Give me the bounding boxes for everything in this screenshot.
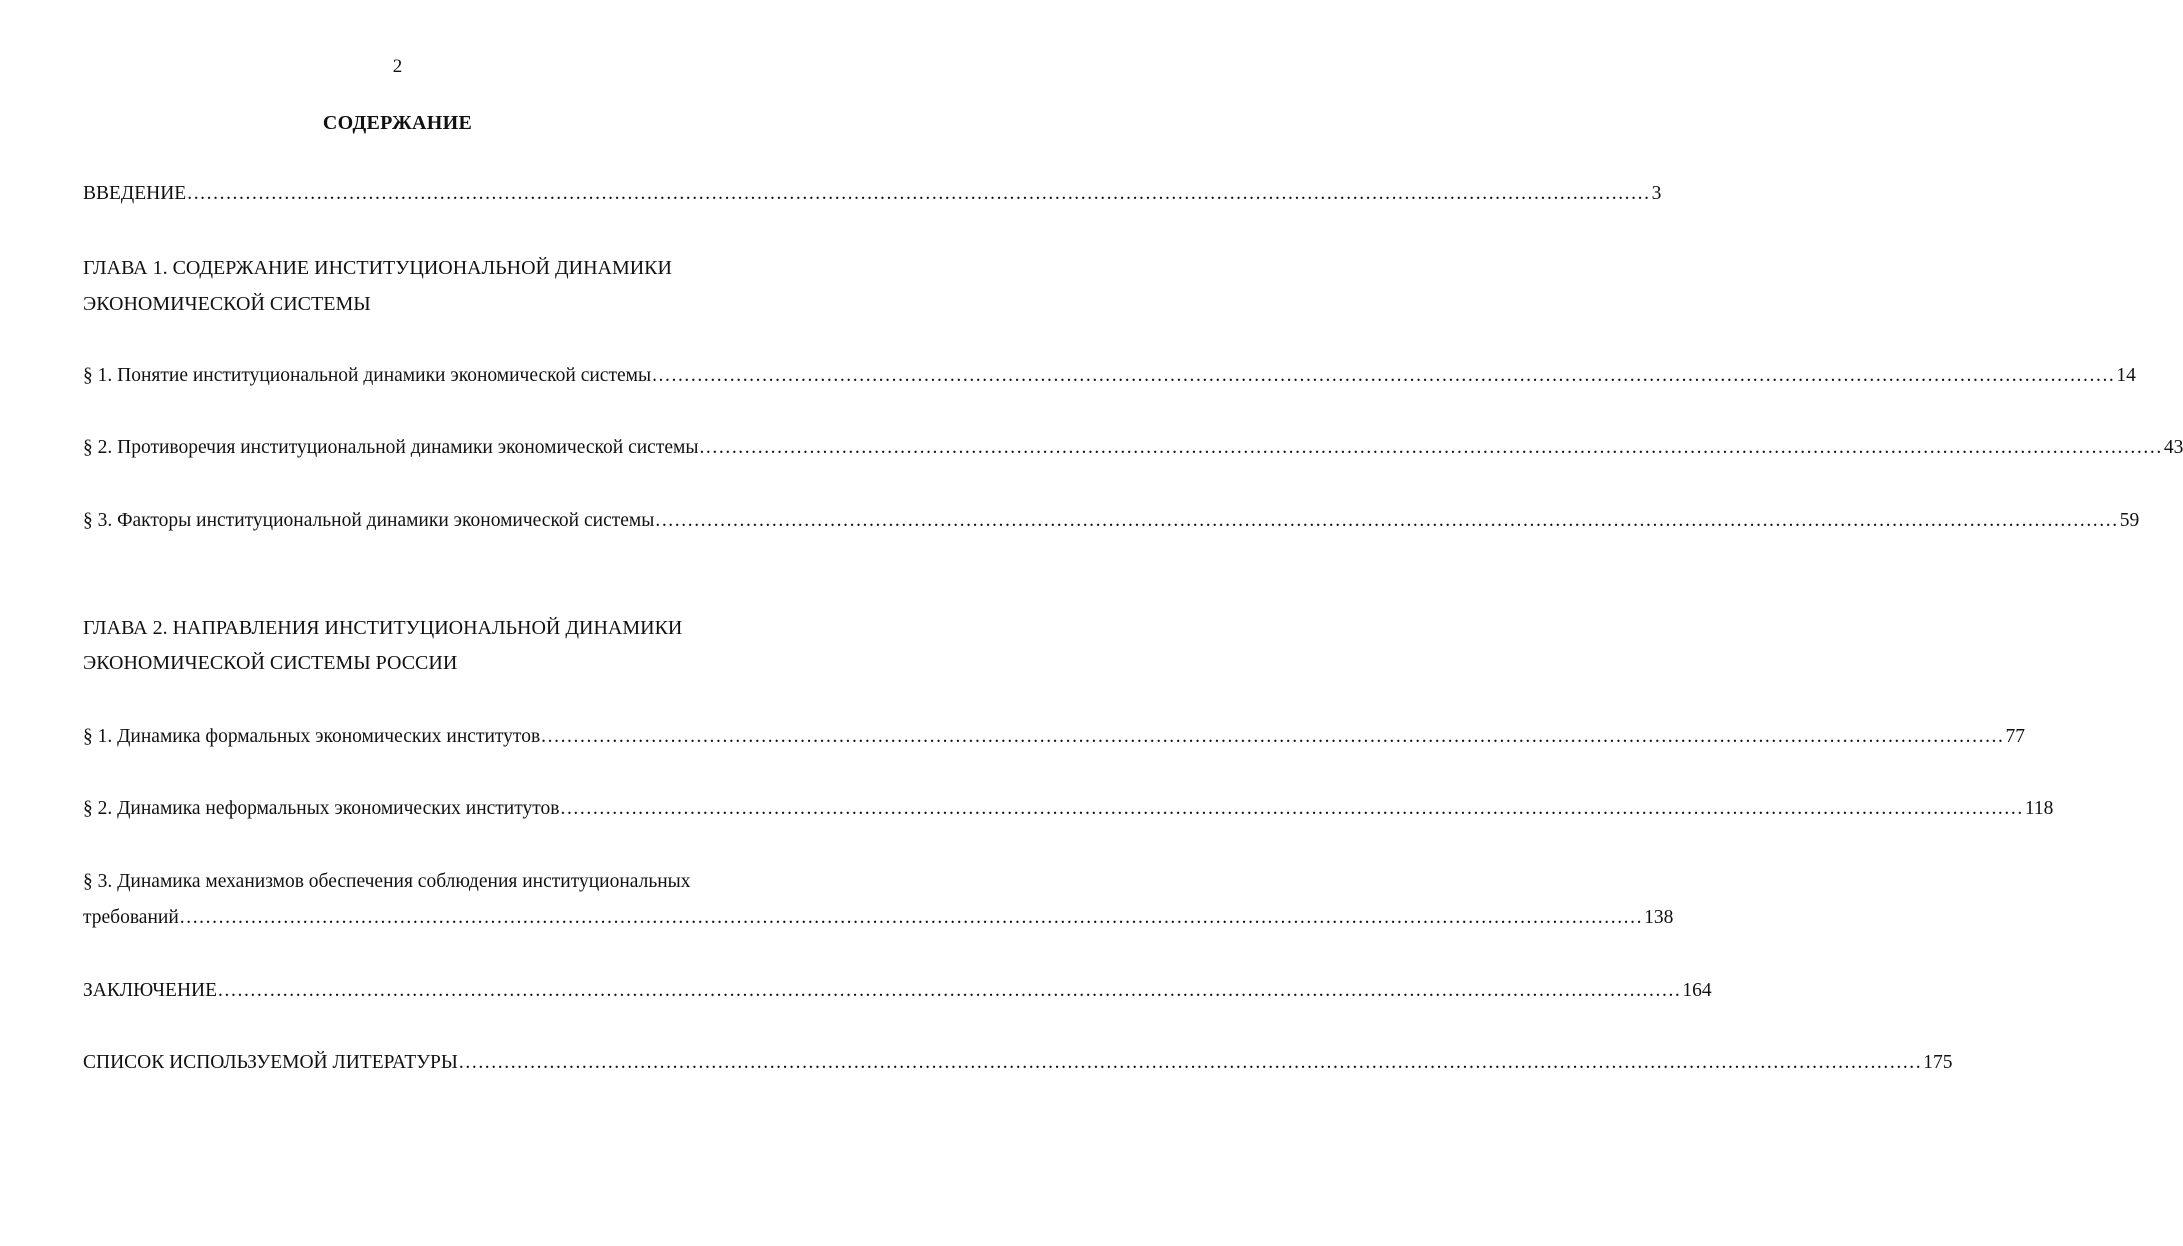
- toc-entry-title: § 2. Противоречия институциональной динамики экономической системы: [83, 437, 699, 458]
- chapter-1-title-line-2: ЭКОНОМИЧЕСКОЙ СИСТЕМЫ: [83, 293, 371, 315]
- toc-entry-page: 3: [1651, 183, 1662, 204]
- toc-entry-ch2-s2: [83, 797, 2054, 821]
- toc-entry-conclusion: [83, 979, 1712, 1003]
- toc-entry-page: 175: [1923, 1052, 1953, 1073]
- toc-entry-ch1-s1: [83, 364, 2136, 388]
- page-number: 2: [392, 56, 403, 77]
- toc-entry-intro: [83, 182, 1662, 206]
- toc-entry-title: требований: [83, 907, 179, 928]
- toc-entry-ch1-s2: [83, 436, 2183, 460]
- toc-entry-title: § 2. Динамика неформальных экономических институтов: [83, 798, 560, 819]
- toc-entry-ch2-s1: [83, 725, 2026, 749]
- toc-entry-ch2-s3: [83, 906, 1674, 930]
- dot-leader: ..................................................................................................................................................................................................................................: [458, 1052, 1923, 1073]
- toc-entry-title: § 3. Факторы институциональной динамики экономической системы: [83, 510, 655, 531]
- toc-entry-ch2-s3-line-1: § 3. Динамика механизмов обеспечения соблюдения институциональных: [83, 871, 691, 892]
- dot-leader: ..................................................................................................................................................................................................................................: [187, 183, 1651, 204]
- toc-entry-page: 77: [2005, 726, 2026, 747]
- dot-leader: ..................................................................................................................................................................................................................................: [655, 510, 2119, 531]
- toc-entry-title: ВВЕДЕНИЕ: [83, 183, 187, 204]
- toc-entry-title: § 1. Понятие институциональной динамики экономической системы: [83, 365, 652, 386]
- toc-entry-page: 14: [2116, 365, 2136, 386]
- toc-entry-page: 164: [1682, 980, 1712, 1001]
- toc-entry-page: 43: [2163, 437, 2183, 458]
- dot-leader: ..................................................................................................................................................................................................................................: [541, 726, 2005, 747]
- dot-leader: ..................................................................................................................................................................................................................................: [560, 798, 2024, 819]
- toc-entry-ch1-s3: [83, 509, 2140, 533]
- toc-entry-title: § 1. Динамика формальных экономических институтов: [83, 726, 541, 747]
- toc-entry-bibliography: [83, 1051, 1953, 1075]
- toc-entry-page: 59: [2119, 510, 2140, 531]
- toc-entry-title: ЗАКЛЮЧЕНИЕ: [83, 980, 218, 1001]
- toc-heading: СОДЕРЖАНИЕ: [322, 112, 473, 134]
- chapter-1-title-line-1: ГЛАВА 1. СОДЕРЖАНИЕ ИНСТИТУЦИОНАЛЬНОЙ ДИНАМИКИ: [83, 257, 672, 279]
- toc-entry-title: СПИСОК ИСПОЛЬЗУЕМОЙ ЛИТЕРАТУРЫ: [83, 1052, 458, 1073]
- dot-leader: ..................................................................................................................................................................................................................................: [218, 980, 1682, 1001]
- toc-entry-page: 118: [2024, 798, 2054, 819]
- dot-leader: ..................................................................................................................................................................................................................................: [179, 907, 1644, 928]
- dot-leader: ..................................................................................................................................................................................................................................: [652, 365, 2116, 386]
- toc-entry-page: 138: [1644, 907, 1674, 928]
- chapter-2-title-line-1: ГЛАВА 2. НАПРАВЛЕНИЯ ИНСТИТУЦИОНАЛЬНОЙ ДИНАМИКИ: [83, 617, 683, 639]
- dot-leader: ..................................................................................................................................................................................................................................: [699, 437, 2163, 458]
- chapter-2-title-line-2: ЭКОНОМИЧЕСКОЙ СИСТЕМЫ РОССИИ: [83, 652, 458, 674]
